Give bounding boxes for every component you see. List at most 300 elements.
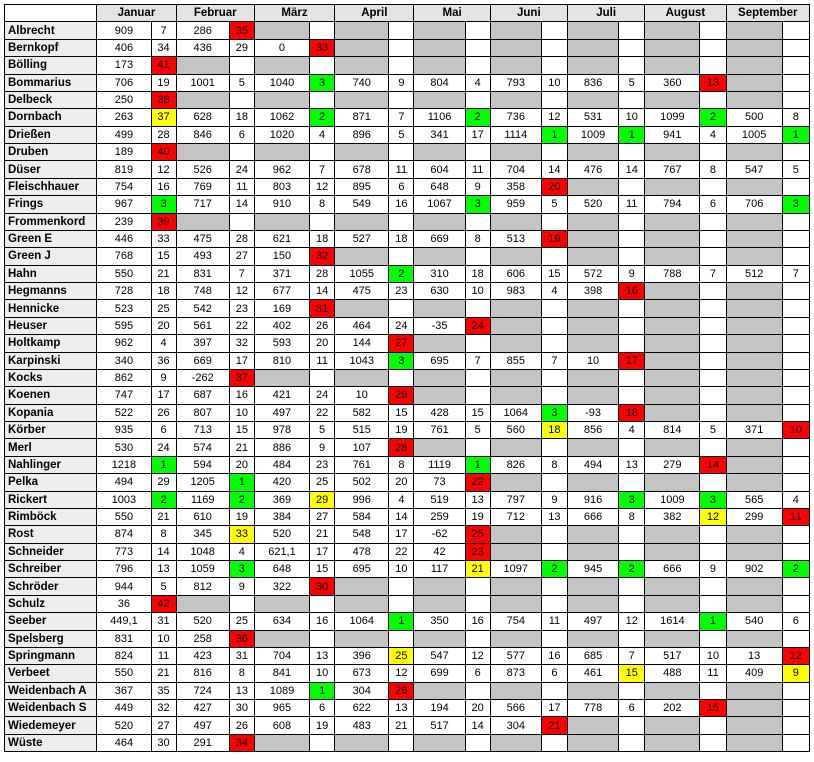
rank-cell: 24 bbox=[465, 317, 490, 334]
empty-score-cell bbox=[567, 144, 618, 161]
table-row bbox=[5, 578, 810, 595]
empty-rank-cell bbox=[619, 630, 645, 647]
empty-rank-cell bbox=[619, 734, 645, 751]
score-cell: 286 bbox=[176, 22, 229, 39]
empty-rank-cell bbox=[700, 387, 726, 404]
rank-cell: 10 bbox=[541, 74, 567, 91]
score-cell: 935 bbox=[97, 422, 151, 439]
score-cell: 350 bbox=[414, 613, 465, 630]
empty-rank-cell bbox=[782, 57, 809, 74]
empty-rank-cell bbox=[389, 300, 414, 317]
empty-score-cell bbox=[726, 387, 782, 404]
score-cell: 478 bbox=[335, 543, 389, 560]
empty-rank-cell bbox=[782, 717, 809, 734]
empty-rank-cell bbox=[541, 595, 567, 612]
table-row bbox=[5, 352, 810, 369]
empty-score-cell bbox=[726, 595, 782, 612]
score-cell: 1097 bbox=[490, 561, 541, 578]
empty-rank-cell bbox=[465, 734, 490, 751]
score-cell: 761 bbox=[335, 456, 389, 473]
empty-rank-cell bbox=[782, 369, 809, 386]
score-cell: 816 bbox=[176, 665, 229, 682]
rank-cell: 31 bbox=[310, 300, 335, 317]
rank-cell: 18 bbox=[541, 422, 567, 439]
player-name: Green E bbox=[5, 230, 97, 247]
empty-rank-cell bbox=[619, 39, 645, 56]
score-cell: 464 bbox=[335, 317, 389, 334]
empty-rank-cell bbox=[465, 91, 490, 108]
rank-cell: 21 bbox=[229, 439, 254, 456]
empty-rank-cell bbox=[465, 630, 490, 647]
empty-score-cell bbox=[414, 300, 465, 317]
rank-cell: 16 bbox=[541, 647, 567, 664]
empty-rank-cell bbox=[541, 734, 567, 751]
empty-rank-cell bbox=[310, 595, 335, 612]
empty-rank-cell bbox=[619, 369, 645, 386]
empty-rank-cell bbox=[700, 630, 726, 647]
score-cell: 117 bbox=[414, 561, 465, 578]
score-cell: 513 bbox=[490, 230, 541, 247]
table-row bbox=[5, 317, 810, 334]
empty-score-cell bbox=[645, 230, 700, 247]
empty-score-cell bbox=[414, 144, 465, 161]
rank-cell: 19 bbox=[310, 717, 335, 734]
empty-score-cell bbox=[414, 578, 465, 595]
rank-cell: 14 bbox=[229, 196, 254, 213]
rank-cell: 16 bbox=[389, 196, 414, 213]
rank-cell: 13 bbox=[465, 491, 490, 508]
rank-cell: 36 bbox=[229, 630, 254, 647]
score-cell: 258 bbox=[176, 630, 229, 647]
rank-cell: 5 bbox=[229, 74, 254, 91]
rank-cell: 17 bbox=[541, 700, 567, 717]
empty-score-cell bbox=[645, 717, 700, 734]
rank-cell: 21 bbox=[310, 526, 335, 543]
score-cell: 648 bbox=[414, 178, 465, 195]
empty-rank-cell bbox=[700, 369, 726, 386]
empty-score-cell bbox=[726, 682, 782, 699]
rank-cell: 21 bbox=[541, 717, 567, 734]
score-cell: 259 bbox=[414, 508, 465, 525]
score-cell: 754 bbox=[490, 613, 541, 630]
score-cell: 304 bbox=[490, 717, 541, 734]
score-cell: 767 bbox=[645, 161, 700, 178]
table-row bbox=[5, 595, 810, 612]
empty-score-cell bbox=[254, 595, 309, 612]
rank-cell: 3 bbox=[541, 404, 567, 421]
empty-rank-cell bbox=[389, 578, 414, 595]
empty-rank-cell bbox=[782, 578, 809, 595]
table-row bbox=[5, 665, 810, 682]
score-cell: 797 bbox=[490, 491, 541, 508]
rank-cell: 15 bbox=[229, 422, 254, 439]
rank-cell: 17 bbox=[465, 126, 490, 143]
rank-cell: 17 bbox=[151, 387, 176, 404]
rank-cell: 1 bbox=[619, 126, 645, 143]
score-cell: 0 bbox=[254, 39, 309, 56]
rank-cell: 27 bbox=[229, 248, 254, 265]
rank-cell: 16 bbox=[310, 613, 335, 630]
table-row bbox=[5, 404, 810, 421]
score-cell: 826 bbox=[490, 456, 541, 473]
rank-cell: 23 bbox=[465, 543, 490, 560]
empty-score-cell bbox=[567, 39, 618, 56]
score-cell: 574 bbox=[176, 439, 229, 456]
empty-rank-cell bbox=[782, 230, 809, 247]
empty-rank-cell bbox=[782, 526, 809, 543]
empty-score-cell bbox=[726, 317, 782, 334]
empty-rank-cell bbox=[541, 335, 567, 352]
empty-rank-cell bbox=[465, 39, 490, 56]
score-cell: 1089 bbox=[254, 682, 309, 699]
score-cell: 371 bbox=[254, 265, 309, 282]
player-name: Nahlinger bbox=[5, 456, 97, 473]
score-cell: 202 bbox=[645, 700, 700, 717]
empty-rank-cell bbox=[700, 213, 726, 230]
rank-cell: 2 bbox=[465, 109, 490, 126]
score-cell: 740 bbox=[335, 74, 389, 91]
empty-score-cell bbox=[335, 578, 389, 595]
score-cell: 396 bbox=[335, 647, 389, 664]
score-cell: 1048 bbox=[176, 543, 229, 560]
empty-rank-cell bbox=[619, 178, 645, 195]
empty-score-cell bbox=[414, 682, 465, 699]
empty-score-cell bbox=[254, 91, 309, 108]
rank-cell: 25 bbox=[389, 647, 414, 664]
rank-cell: 10 bbox=[389, 561, 414, 578]
empty-score-cell bbox=[645, 300, 700, 317]
empty-rank-cell bbox=[229, 595, 254, 612]
player-name: Schreiber bbox=[5, 561, 97, 578]
empty-rank-cell bbox=[700, 39, 726, 56]
rank-cell: 20 bbox=[541, 178, 567, 195]
empty-rank-cell bbox=[465, 578, 490, 595]
empty-rank-cell bbox=[541, 526, 567, 543]
rank-cell: 23 bbox=[389, 283, 414, 300]
empty-score-cell bbox=[414, 734, 465, 751]
score-cell: 515 bbox=[335, 422, 389, 439]
score-cell: 542 bbox=[176, 300, 229, 317]
empty-score-cell bbox=[335, 144, 389, 161]
month-header: März bbox=[254, 5, 334, 22]
empty-rank-cell bbox=[782, 630, 809, 647]
rank-cell: 3 bbox=[151, 196, 176, 213]
empty-score-cell bbox=[490, 474, 541, 491]
rank-cell: 9 bbox=[541, 491, 567, 508]
empty-rank-cell bbox=[700, 283, 726, 300]
rank-cell: 6 bbox=[310, 700, 335, 717]
empty-rank-cell bbox=[541, 213, 567, 230]
player-name: Frings bbox=[5, 196, 97, 213]
empty-score-cell bbox=[726, 230, 782, 247]
score-cell: 526 bbox=[176, 161, 229, 178]
rank-cell: 15 bbox=[310, 561, 335, 578]
score-cell: 648 bbox=[254, 561, 309, 578]
empty-rank-cell bbox=[229, 144, 254, 161]
empty-rank-cell bbox=[541, 474, 567, 491]
rank-cell: 19 bbox=[151, 74, 176, 91]
empty-rank-cell bbox=[465, 682, 490, 699]
rank-cell: 24 bbox=[151, 439, 176, 456]
table-row bbox=[5, 196, 810, 213]
rank-cell: 25 bbox=[151, 300, 176, 317]
rank-cell: 22 bbox=[310, 404, 335, 421]
rank-cell: 17 bbox=[619, 352, 645, 369]
empty-score-cell bbox=[490, 213, 541, 230]
player-name: Wüste bbox=[5, 734, 97, 751]
rank-cell: 33 bbox=[151, 230, 176, 247]
score-cell: 150 bbox=[254, 248, 309, 265]
score-cell: 549 bbox=[335, 196, 389, 213]
empty-score-cell bbox=[254, 630, 309, 647]
empty-score-cell bbox=[726, 74, 782, 91]
score-cell: 10 bbox=[567, 352, 618, 369]
score-cell: 630 bbox=[414, 283, 465, 300]
score-cell: 768 bbox=[97, 248, 151, 265]
empty-score-cell bbox=[414, 213, 465, 230]
empty-rank-cell bbox=[782, 734, 809, 751]
rank-cell: 9 bbox=[151, 369, 176, 386]
score-cell: 1003 bbox=[97, 491, 151, 508]
empty-rank-cell bbox=[465, 439, 490, 456]
empty-score-cell bbox=[567, 22, 618, 39]
empty-score-cell bbox=[726, 283, 782, 300]
empty-rank-cell bbox=[389, 39, 414, 56]
rank-cell: 20 bbox=[229, 456, 254, 473]
table-row bbox=[5, 91, 810, 108]
empty-rank-cell bbox=[541, 682, 567, 699]
rank-cell: 31 bbox=[151, 613, 176, 630]
score-cell: 1009 bbox=[567, 126, 618, 143]
rank-cell: 27 bbox=[151, 717, 176, 734]
score-cell: 10 bbox=[335, 387, 389, 404]
rank-cell: 20 bbox=[389, 474, 414, 491]
score-cell: 550 bbox=[97, 508, 151, 525]
empty-score-cell bbox=[726, 439, 782, 456]
empty-rank-cell bbox=[465, 595, 490, 612]
score-cell: 517 bbox=[414, 717, 465, 734]
score-cell: 803 bbox=[254, 178, 309, 195]
score-cell: 483 bbox=[335, 717, 389, 734]
score-cell: 1064 bbox=[490, 404, 541, 421]
empty-rank-cell bbox=[541, 57, 567, 74]
empty-rank-cell bbox=[700, 595, 726, 612]
table-row bbox=[5, 57, 810, 74]
empty-score-cell bbox=[335, 22, 389, 39]
empty-score-cell bbox=[726, 248, 782, 265]
table-row bbox=[5, 491, 810, 508]
empty-score-cell bbox=[254, 213, 309, 230]
rank-cell: 16 bbox=[619, 283, 645, 300]
empty-rank-cell bbox=[310, 734, 335, 751]
rank-cell: 19 bbox=[465, 508, 490, 525]
score-cell: 621,1 bbox=[254, 543, 309, 560]
score-cell: 520 bbox=[254, 526, 309, 543]
score-cell: 341 bbox=[414, 126, 465, 143]
score-cell: 945 bbox=[567, 561, 618, 578]
rank-cell: 18 bbox=[151, 283, 176, 300]
score-cell: 1169 bbox=[176, 491, 229, 508]
empty-score-cell bbox=[567, 630, 618, 647]
score-cell: 527 bbox=[335, 230, 389, 247]
score-cell: 547 bbox=[726, 161, 782, 178]
empty-rank-cell bbox=[700, 578, 726, 595]
score-cell: 402 bbox=[254, 317, 309, 334]
empty-score-cell bbox=[567, 439, 618, 456]
rank-cell: 17 bbox=[229, 352, 254, 369]
score-cell: 304 bbox=[335, 682, 389, 699]
empty-score-cell bbox=[335, 595, 389, 612]
rank-cell: 10 bbox=[229, 404, 254, 421]
score-cell: 322 bbox=[254, 578, 309, 595]
table-row bbox=[5, 543, 810, 560]
rank-cell: 16 bbox=[151, 178, 176, 195]
score-cell: 560 bbox=[490, 422, 541, 439]
score-cell: 836 bbox=[567, 74, 618, 91]
empty-score-cell bbox=[490, 39, 541, 56]
table-row bbox=[5, 682, 810, 699]
empty-score-cell bbox=[645, 91, 700, 108]
empty-score-cell bbox=[726, 717, 782, 734]
empty-rank-cell bbox=[229, 57, 254, 74]
player-name: Rost bbox=[5, 526, 97, 543]
score-cell: 941 bbox=[645, 126, 700, 143]
empty-score-cell bbox=[726, 526, 782, 543]
rank-cell: 14 bbox=[465, 717, 490, 734]
empty-rank-cell bbox=[389, 369, 414, 386]
score-cell: 279 bbox=[645, 456, 700, 473]
score-cell: 724 bbox=[176, 682, 229, 699]
score-cell: 699 bbox=[414, 665, 465, 682]
rank-cell: 37 bbox=[229, 369, 254, 386]
rank-cell: 37 bbox=[151, 109, 176, 126]
empty-rank-cell bbox=[782, 91, 809, 108]
rank-cell: 5 bbox=[700, 422, 726, 439]
score-cell: 345 bbox=[176, 526, 229, 543]
empty-score-cell bbox=[414, 595, 465, 612]
rank-cell: 26 bbox=[229, 717, 254, 734]
empty-rank-cell bbox=[619, 717, 645, 734]
player-name: Düser bbox=[5, 161, 97, 178]
score-cell: 565 bbox=[726, 491, 782, 508]
player-name: Green J bbox=[5, 248, 97, 265]
score-cell: 695 bbox=[414, 352, 465, 369]
score-cell: 1218 bbox=[97, 456, 151, 473]
rank-cell: 8 bbox=[389, 456, 414, 473]
rank-cell: 4 bbox=[782, 491, 809, 508]
rank-cell: 32 bbox=[229, 335, 254, 352]
score-cell: 704 bbox=[254, 647, 309, 664]
rank-cell: 17 bbox=[310, 543, 335, 560]
score-cell: 512 bbox=[726, 265, 782, 282]
empty-score-cell bbox=[490, 526, 541, 543]
score-cell: 1055 bbox=[335, 265, 389, 282]
empty-rank-cell bbox=[541, 144, 567, 161]
rank-cell: 7 bbox=[700, 265, 726, 282]
empty-score-cell bbox=[726, 369, 782, 386]
rank-cell: 8 bbox=[310, 196, 335, 213]
empty-score-cell bbox=[567, 300, 618, 317]
empty-rank-cell bbox=[700, 91, 726, 108]
empty-rank-cell bbox=[389, 734, 414, 751]
score-cell: 550 bbox=[97, 265, 151, 282]
empty-score-cell bbox=[414, 387, 465, 404]
empty-score-cell bbox=[490, 300, 541, 317]
empty-rank-cell bbox=[619, 682, 645, 699]
empty-score-cell bbox=[490, 22, 541, 39]
rank-cell: 19 bbox=[541, 230, 567, 247]
empty-rank-cell bbox=[700, 404, 726, 421]
score-cell: 497 bbox=[254, 404, 309, 421]
score-cell: 582 bbox=[335, 404, 389, 421]
score-cell: 13 bbox=[726, 647, 782, 664]
rank-cell: 11 bbox=[541, 613, 567, 630]
score-cell: 144 bbox=[335, 335, 389, 352]
rank-cell: 29 bbox=[229, 39, 254, 56]
score-cell: 983 bbox=[490, 283, 541, 300]
empty-rank-cell bbox=[541, 387, 567, 404]
empty-rank-cell bbox=[700, 474, 726, 491]
empty-score-cell bbox=[645, 369, 700, 386]
empty-score-cell bbox=[567, 230, 618, 247]
score-cell: 384 bbox=[254, 508, 309, 525]
rank-cell: 3 bbox=[465, 196, 490, 213]
empty-score-cell bbox=[335, 630, 389, 647]
score-cell: 550 bbox=[97, 665, 151, 682]
rank-cell: 41 bbox=[151, 57, 176, 74]
player-name: Spelsberg bbox=[5, 630, 97, 647]
rank-cell: 29 bbox=[310, 491, 335, 508]
score-cell: 1040 bbox=[254, 74, 309, 91]
empty-score-cell bbox=[335, 369, 389, 386]
month-header: Februar bbox=[176, 5, 254, 22]
score-cell: 358 bbox=[490, 178, 541, 195]
rank-cell: 10 bbox=[619, 109, 645, 126]
empty-rank-cell bbox=[465, 369, 490, 386]
rank-cell: 25 bbox=[310, 474, 335, 491]
player-name: Hahn bbox=[5, 265, 97, 282]
empty-score-cell bbox=[335, 57, 389, 74]
rank-cell: 12 bbox=[619, 613, 645, 630]
rank-cell: 21 bbox=[151, 265, 176, 282]
empty-rank-cell bbox=[700, 335, 726, 352]
score-cell: 369 bbox=[254, 491, 309, 508]
score-cell: 42 bbox=[414, 543, 465, 560]
score-cell: 475 bbox=[176, 230, 229, 247]
rank-cell: 9 bbox=[310, 439, 335, 456]
score-cell: 464 bbox=[97, 734, 151, 751]
score-cell: 728 bbox=[97, 283, 151, 300]
empty-rank-cell bbox=[619, 439, 645, 456]
empty-score-cell bbox=[726, 57, 782, 74]
score-cell: -35 bbox=[414, 317, 465, 334]
score-cell: 1099 bbox=[645, 109, 700, 126]
empty-rank-cell bbox=[310, 144, 335, 161]
score-cell: 310 bbox=[414, 265, 465, 282]
rank-cell: 4 bbox=[310, 126, 335, 143]
score-cell: 497 bbox=[176, 717, 229, 734]
rank-cell: 8 bbox=[151, 526, 176, 543]
score-cell: 1059 bbox=[176, 561, 229, 578]
empty-rank-cell bbox=[700, 439, 726, 456]
empty-rank-cell bbox=[389, 57, 414, 74]
score-cell: 263 bbox=[97, 109, 151, 126]
rank-cell: 5 bbox=[389, 126, 414, 143]
score-cell: 497 bbox=[567, 613, 618, 630]
rank-cell: 29 bbox=[389, 387, 414, 404]
rank-cell: 1 bbox=[151, 456, 176, 473]
empty-score-cell bbox=[726, 352, 782, 369]
